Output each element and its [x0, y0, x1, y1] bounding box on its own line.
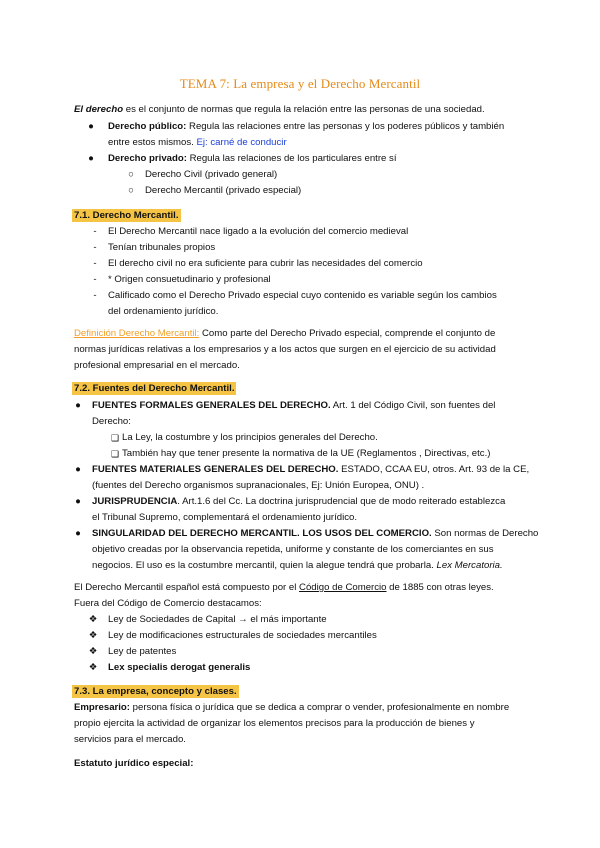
codigo-de-comercio-link: Código de Comercio — [299, 582, 387, 593]
list-item: Ley de modificaciones estructurales de sociedades mercantiles — [108, 630, 377, 641]
paragraph-line: profesional empresarial en el mercado. — [74, 360, 240, 371]
paragraph-text: persona física o jurídica que se dedica a comprar o vender, profesionalmente en nombre — [129, 702, 510, 713]
diamond-bullet-icon: ❖ — [88, 614, 98, 625]
intro-paragraph — [74, 102, 485, 118]
list-item-continuation: objetivo creadas por la observancia repetida, uniforme y constante de los comerciantes en sus — [92, 544, 494, 555]
list-item: * Origen consuetudinario y profesional — [108, 274, 271, 285]
list-item-continuation — [108, 135, 287, 151]
item-text: Regula las relaciones entre las personas y los poderes públicos y también — [186, 121, 505, 132]
item-label: Derecho privado: — [108, 153, 187, 164]
section-heading-7-2 — [72, 381, 236, 397]
bullet-dot: ● — [75, 464, 81, 475]
list-item: Ley de patentes — [108, 646, 177, 657]
paragraph-text: El Derecho Mercantil español está compuesto por el — [74, 582, 300, 593]
paragraph-line — [74, 700, 509, 716]
section-heading-7-1 — [72, 208, 181, 224]
checkbox-icon: ❑ — [110, 449, 120, 459]
paragraph-text: Como parte del Derecho Privado especial, comprende el conjunto de — [199, 328, 496, 339]
example-link: Ej: carné de conducir — [193, 137, 287, 148]
bullet-dash: - — [93, 274, 97, 285]
heading-text: 7.3. La empresa, concepto y clases. — [74, 686, 237, 697]
paragraph-text: de 1885 con otras leyes. — [386, 582, 494, 593]
intro-term: El derecho — [74, 104, 124, 115]
item-text: negocios. El uso es la costumbre mercantil, quien la alegue tendrá que probarla. — [92, 560, 434, 571]
paragraph-line: Fuera del Código de Comercio destacamos: — [74, 598, 262, 609]
bullet-dot: ● — [75, 400, 81, 411]
list-item: Ley de Sociedades de Capital → el más importante — [108, 614, 327, 625]
diamond-bullet-icon: ❖ — [88, 662, 98, 673]
list-item — [108, 119, 528, 135]
diamond-bullet-icon: ❖ — [88, 630, 98, 641]
item-text: Regula las relaciones de los particulares entre sí — [186, 153, 397, 164]
diamond-bullet-icon: ❖ — [88, 646, 98, 657]
list-item: Lex specialis derogat generalis — [108, 662, 251, 673]
item-text: ESTADO, CCAA EU, otros. Art. 93 de la CE, — [338, 464, 530, 475]
sub-list-item: Derecho Civil (privado general) — [145, 169, 278, 180]
list-item — [108, 151, 396, 167]
item-text: . Art.1.6 del Cc. La doctrina jurisprudencial que de modo reiterado establezca — [177, 496, 506, 507]
bullet-dash: - — [93, 226, 97, 237]
item-text: Son normas de Derecho — [431, 528, 539, 539]
list-item — [92, 494, 505, 510]
term-label: Empresario: — [74, 702, 130, 713]
bullet-dot: ● — [88, 121, 94, 132]
document-title: TEMA 7: La empresa y el Derecho Mercantil — [179, 76, 421, 91]
list-item: El derecho civil no era suficiente para cubrir las necesidades del comercio — [108, 258, 423, 269]
list-item — [92, 398, 495, 414]
section-heading-7-3 — [72, 684, 239, 700]
paragraph-line: normas jurídicas relativas a los empresarios y a los actos que surgen en el ejercicio de su actividad — [74, 344, 496, 355]
list-item-continuation: Derecho: — [92, 416, 131, 427]
paragraph-line — [74, 580, 494, 596]
list-item — [92, 462, 529, 478]
definition-label: Definición Derecho Mercantil: — [74, 328, 200, 339]
sub-list-item: La Ley, la costumbre y los principios generales del Derecho. — [122, 432, 378, 443]
item-label: JURISPRUDENCIA — [92, 496, 178, 507]
list-item-continuation: del ordenamiento jurídico. — [108, 306, 219, 317]
sub-list-item: También hay que tener presente la normativa de la UE (Reglamentos , Directivas, etc.) — [122, 448, 491, 459]
item-text: entre estos mismos. — [108, 137, 194, 148]
bullet-dash: - — [93, 258, 97, 269]
paragraph-line: propio ejercita la actividad de organizar los elementos precisos para la producción de bienes y — [74, 718, 475, 729]
list-item-continuation — [92, 558, 503, 574]
checkbox-icon: ❑ — [110, 433, 120, 443]
list-item — [92, 526, 538, 542]
list-item: Tenían tribunales propios — [108, 242, 216, 253]
bullet-dot: ● — [88, 153, 94, 164]
bullet-circle: ○ — [128, 169, 134, 180]
heading-text: 7.2. Fuentes del Derecho Mercantil. — [74, 383, 235, 394]
subheading: Estatuto jurídico especial: — [74, 758, 194, 769]
item-text: Art. 1 del Código Civil, son fuentes del — [330, 400, 496, 411]
intro-text: es el conjunto de normas que regula la relación entre las personas de una sociedad. — [123, 104, 485, 115]
bullet-dash: - — [93, 290, 97, 301]
sub-list-item: Derecho Mercantil (privado especial) — [145, 185, 302, 196]
bullet-circle: ○ — [128, 185, 134, 196]
list-item: Calificado como el Derecho Privado especial cuyo contenido es variable según los cambios — [108, 290, 497, 301]
item-label: Derecho público: — [108, 121, 187, 132]
bullet-dot: ● — [75, 528, 81, 539]
item-label: FUENTES FORMALES GENERALES DEL DERECHO. — [92, 400, 331, 411]
bullet-dash: - — [93, 242, 97, 253]
heading-text: 7.1. Derecho Mercantil. — [74, 210, 179, 221]
bullet-dot: ● — [75, 496, 81, 507]
item-label: FUENTES MATERIALES GENERALES DEL DERECHO. — [92, 464, 339, 475]
list-item-continuation: (fuentes del Derecho organismos supranacionales, Ej: Unión Europea, ONU) . — [92, 480, 425, 491]
definition-paragraph — [74, 326, 495, 342]
list-item-continuation: el Tribunal Supremo, complementará el ordenamiento jurídico. — [92, 512, 358, 523]
item-label: SINGULARIDAD DEL DERECHO MERCANTIL. LOS USOS DEL COMERCIO. — [92, 528, 432, 539]
italic-text: Lex Mercatoria. — [433, 560, 503, 571]
list-item: El Derecho Mercantil nace ligado a la evolución del comercio medieval — [108, 226, 409, 237]
paragraph-line: servicios para el mercado. — [74, 734, 186, 745]
